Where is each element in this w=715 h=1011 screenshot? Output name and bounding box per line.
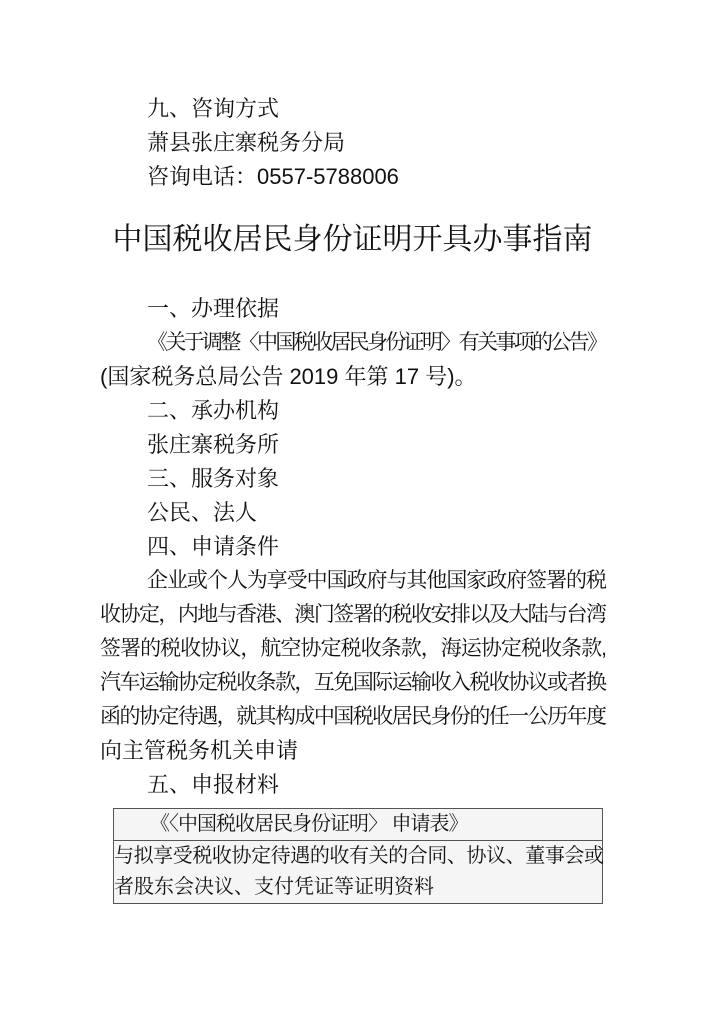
supporting-docs-line-1: 与拟享受税收协定待遇的收有关的合同、协议、董事会或 xyxy=(114,845,602,867)
table-cell-supporting-docs xyxy=(114,841,603,904)
conditions-line-5: 函的协定待遇，就其构成中国税收居民身份的任一公历年度 xyxy=(100,705,605,728)
conditions-heading: 四、申请条件 xyxy=(147,534,280,559)
materials-heading: 五、申报材料 xyxy=(147,772,280,797)
basis-announcement: 《关于调整〈中国税收居民身份证明〉有关事项的公告》 xyxy=(147,331,605,354)
basis-announcement-number: (国家税务总局公告 2019 年第 17 号)。 xyxy=(100,364,477,389)
conditions-line-1: 企业或个人为享受中国政府与其他国家政府签署的税 xyxy=(147,569,605,592)
table-row-application-form xyxy=(114,809,603,841)
agency-name: 张庄寨税务所 xyxy=(147,432,280,457)
consult-phone: 咨询电话：0557-5788006 xyxy=(147,164,399,189)
table-cell-application-form: 《〈中国税收居民身份证明〉 申请表》 xyxy=(114,809,603,841)
consult-bureau: 萧县张庄寨税务分局 xyxy=(147,130,346,155)
conditions-line-3: 签署的税收协议，航空协定税收条款，海运协定税收条款, xyxy=(100,637,605,660)
basis-heading: 一、办理依据 xyxy=(147,296,280,321)
audience-value: 公民、法人 xyxy=(147,500,258,525)
conditions-line-6: 向主管税务机关申请 xyxy=(100,738,299,763)
audience-heading: 三、服务对象 xyxy=(147,466,280,491)
page-title: 中国税收居民身份证明开具办事指南 xyxy=(112,223,593,256)
consult-heading: 九、咨询方式 xyxy=(147,96,280,121)
table-row-supporting-docs xyxy=(114,841,603,904)
conditions-line-4: 汽车运输协定税收条款，互免国际运输收入税收协议或者换 xyxy=(100,671,605,694)
agency-heading: 二、承办机构 xyxy=(147,398,280,423)
supporting-docs-line-2: 者股东会决议、支付凭证等证明资料 xyxy=(114,876,434,898)
conditions-line-2: 收协定，内地与香港、澳门签署的税收安排以及大陆与台湾 xyxy=(100,603,605,626)
materials-table xyxy=(113,808,603,904)
